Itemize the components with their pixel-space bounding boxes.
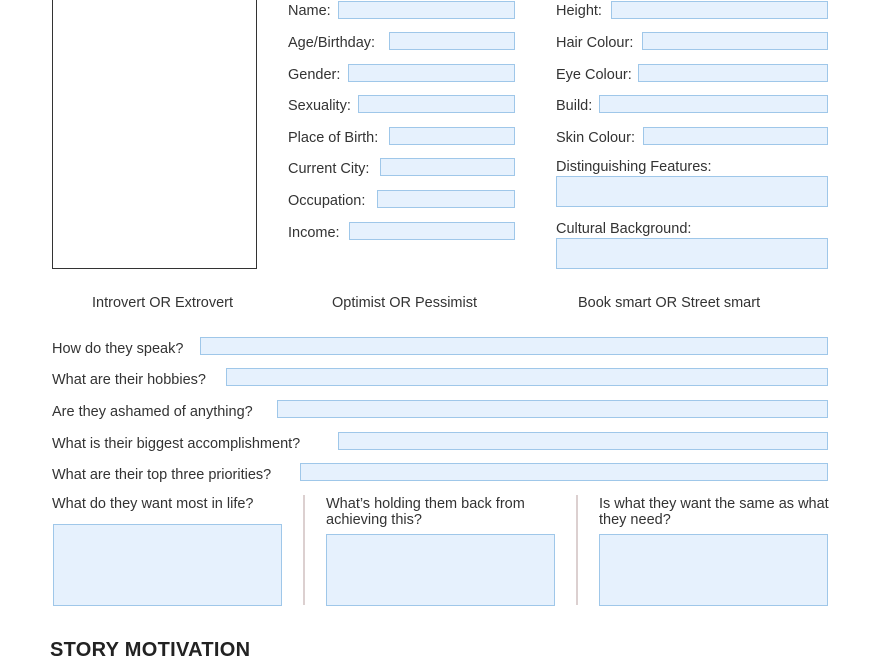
gender-field[interactable] <box>348 64 515 82</box>
holding-back-field[interactable] <box>326 534 555 606</box>
income-label: Income: <box>288 225 340 241</box>
accomplishment-field[interactable] <box>338 432 828 450</box>
priorities-label: What are their top three priorities? <box>52 467 272 483</box>
separator-2 <box>576 495 578 605</box>
skin-colour-label: Skin Colour: <box>556 130 635 146</box>
hair-colour-field[interactable] <box>642 32 828 50</box>
priorities-field[interactable] <box>300 463 828 481</box>
how-speak-label: How do they speak? <box>52 341 184 357</box>
occupation-label: Occupation: <box>288 193 366 209</box>
build-label: Build: <box>556 98 593 114</box>
cultural-background-label: Cultural Background: <box>556 221 692 237</box>
build-field[interactable] <box>599 95 828 113</box>
want-most-label: What do they want most in life? <box>52 496 254 512</box>
trait-introvert-extrovert: Introvert OR Extrovert <box>92 295 234 311</box>
hobbies-label: What are their hobbies? <box>52 372 206 388</box>
trait-book-street-smart: Book smart OR Street smart <box>578 295 761 311</box>
distinguishing-features-field[interactable] <box>556 176 828 207</box>
current-city-field[interactable] <box>380 158 515 176</box>
separator-1 <box>303 495 305 605</box>
sexuality-label: Sexuality: <box>288 98 351 114</box>
height-label: Height: <box>556 3 602 19</box>
name-field[interactable] <box>338 1 515 19</box>
distinguishing-features-label: Distinguishing Features: <box>556 159 712 175</box>
eye-colour-label: Eye Colour: <box>556 67 632 83</box>
current-city-label: Current City: <box>288 161 370 177</box>
hobbies-field[interactable] <box>226 368 828 386</box>
ashamed-field[interactable] <box>277 400 828 418</box>
occupation-field[interactable] <box>377 190 515 208</box>
eye-colour-field[interactable] <box>638 64 828 82</box>
skin-colour-field[interactable] <box>643 127 828 145</box>
cultural-background-field[interactable] <box>556 238 828 269</box>
place-of-birth-label: Place of Birth: <box>288 130 379 146</box>
trait-optimist-pessimist: Optimist OR Pessimist <box>332 295 478 311</box>
accomplishment-label: What is their biggest accomplishment? <box>52 436 301 452</box>
age-birthday-field[interactable] <box>389 32 515 50</box>
want-vs-need-field[interactable] <box>599 534 828 606</box>
height-field[interactable] <box>611 1 828 19</box>
place-of-birth-field[interactable] <box>389 127 515 145</box>
holding-back-label: What’s holding them back from achieving this? <box>326 496 525 528</box>
ashamed-label: Are they ashamed of anything? <box>52 404 253 420</box>
section-title: STORY MOTIVATION <box>50 639 251 661</box>
income-field[interactable] <box>349 222 515 240</box>
age-birthday-label: Age/Birthday: <box>288 35 376 51</box>
photo-box[interactable] <box>52 0 257 269</box>
hair-colour-label: Hair Colour: <box>556 35 634 51</box>
how-speak-field[interactable] <box>200 337 828 355</box>
name-label: Name: <box>288 3 331 19</box>
want-most-field[interactable] <box>53 524 282 606</box>
sexuality-field[interactable] <box>358 95 515 113</box>
gender-label: Gender: <box>288 67 341 83</box>
want-vs-need-label: Is what they want the same as what they need? <box>599 496 829 528</box>
